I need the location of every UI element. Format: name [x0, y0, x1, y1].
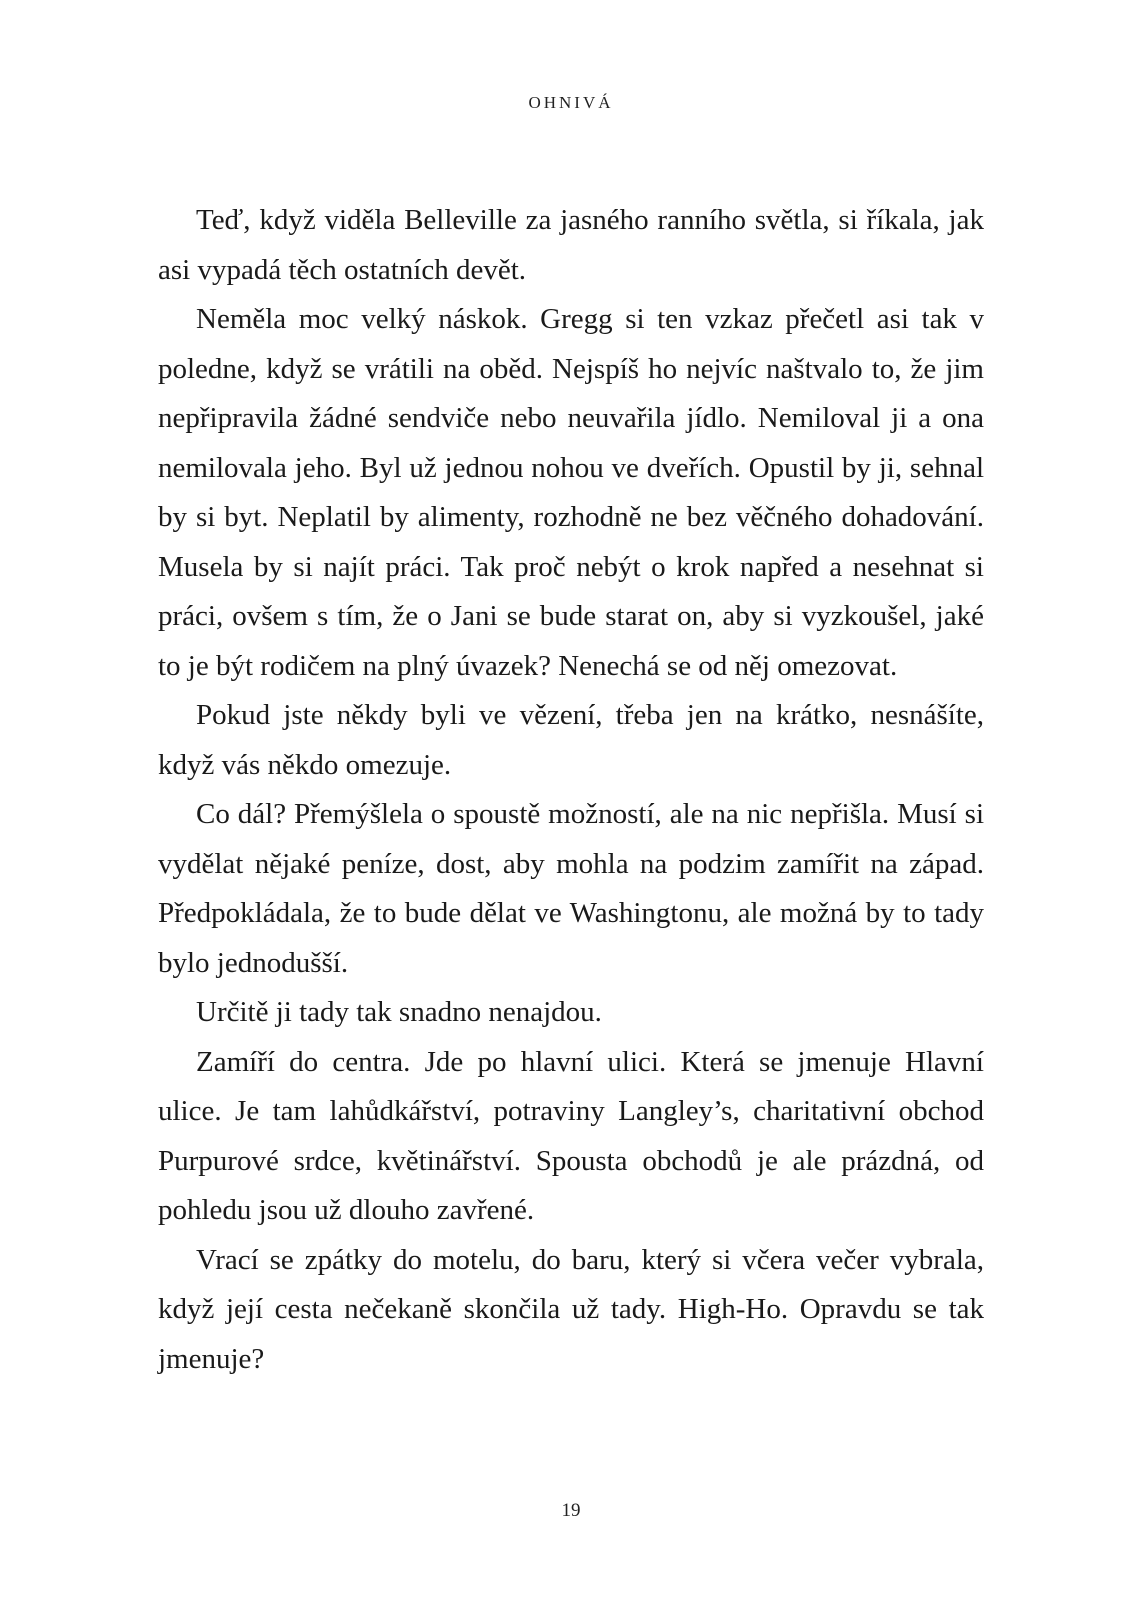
body-text — [158, 196, 984, 1384]
paragraph-3: Pokud jste někdy byli ve vězení, třeba jen na krátko, nesnášíte, když vás někdo omezuje. — [158, 699, 984, 781]
paragraph-7: Vrací se zpátky do motelu, do baru, který si včera večer vybrala, když její cesta nečekaně skončila už tady. High-Ho. Opravdu se tak jmenuje? — [158, 1243, 984, 1375]
page-number: 19 — [561, 1500, 581, 1521]
paragraph-6: Zamíří do centra. Jde po hlavní ulici. Která se jmenuje Hlavní ulice. Je tam lahůdkářství, potraviny Langley’s, charitativní obchod Purpurové srdce, květinářství. Spousta obchodů je ale prázdná, od pohledu jsou už dlouho zavřené. — [158, 1045, 984, 1226]
paragraph-2: Neměla moc velký náskok. Gregg si ten vzkaz přečetl asi tak v poledne, když se vrátili na oběd. Nejspíš ho nejvíc naštvalo to, že jim nepřipravila žádné sendviče nebo neuvařila jídlo. Nemiloval ji a ona nemilovala jeho. Byl už jednou nohou ve dveřích. Opustil by ji, sehnal by si byt. Neplatil by alimenty, rozhodně ne bez věčného dohadování. Musela by si najít práci. Tak proč nebýt o krok napřed a nesehnat si práci, ovšem s tím, že o Jani se bude starat on, aby si vyzkoušel, jaké to je být rodičem na plný úvazek? Nenechá se od něj omezovat. — [158, 303, 984, 682]
paragraph-4: Co dál? Přemýšlela o spoustě možností, ale na nic nepřišla. Musí si vydělat nějaké peníze, dost, aby mohla na podzim zamířit na západ. Předpokládala, že to bude dělat ve Washingtonu, ale možná by to tady bylo jednodušší. — [158, 798, 984, 979]
running-head-title: OHNIVÁ — [528, 93, 614, 112]
paragraph-1: Teď, když viděla Belleville za jasného ranního světla, si říkala, jak asi vypadá těch ostatních devět. — [158, 204, 984, 286]
paragraph-5: Určitě ji tady tak snadno nenajdou. — [196, 996, 602, 1028]
